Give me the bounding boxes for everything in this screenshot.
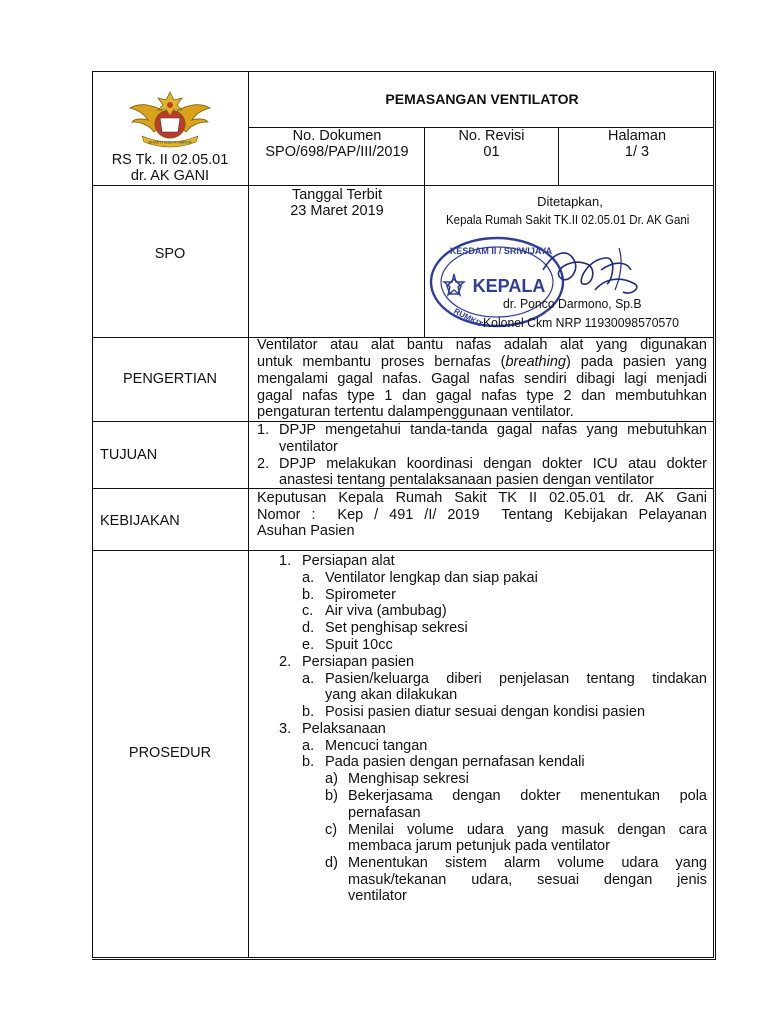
prosedur-item-text: Spirometer: [325, 587, 396, 603]
signer-rank: Kolonel Ckm NRP 11930098570570: [483, 315, 679, 330]
tujuan-label: TUJUAN: [100, 447, 158, 463]
prosedur-item-key: a.: [302, 570, 315, 586]
tujuan-item-text: anastesi tentang pentalaksanaan pasien dengan ventilator: [279, 472, 654, 488]
prosedur-subitem-text: ventilator: [348, 888, 407, 904]
prosedur-item-key: b.: [302, 754, 315, 770]
svg-text:KESDAM II / SRIWIJAYA: KESDAM II / SRIWIJAYA: [449, 246, 553, 256]
hospital-name-line2: dr. AK GANI: [130, 168, 210, 184]
prosedur-subitem-key: b): [325, 788, 338, 804]
pengertian-line: Ventilator atau alat bantu nafas adalah alat yang digunakan: [257, 337, 707, 353]
pengertian-text: untuk membantu proses bernafas (: [257, 354, 506, 370]
no-dokumen-label: No. Dokumen: [292, 128, 382, 144]
prosedur-subitem-text: Bekerjasama dengan dokter menentukan pola: [348, 788, 707, 804]
prosedur-subitem-key: c): [325, 822, 338, 838]
halaman-value: 1/ 3: [624, 144, 650, 160]
pengertian-text: ) pada pasien yang: [565, 354, 708, 370]
header-bottom-rule: [92, 185, 714, 186]
halaman-label: Halaman: [607, 128, 667, 144]
prosedur-item-key: b.: [302, 587, 315, 603]
tanggal-terbit-label: Tanggal Terbit: [291, 187, 383, 203]
ditetapkan-text: Ditetapkan,: [537, 194, 603, 209]
prosedur-item-key: e.: [302, 637, 315, 653]
prosedur-subitem-text: Menghisap sekresi: [348, 771, 469, 787]
prosedur-item-key: a.: [302, 738, 315, 754]
prosedur-item-text: Spuit 10cc: [325, 637, 393, 653]
page-title: PEMASANGAN VENTILATOR: [385, 91, 579, 107]
signer-name: dr. Ponco Darmono, Sp.B: [503, 296, 642, 311]
pengertian-line: gagal nafas type 1 dan gagal nafas type 2 dan membutuhkan: [257, 388, 707, 404]
tujuan-item-number: 2.: [257, 456, 270, 472]
left-column-divider: [248, 71, 249, 958]
no-revisi-value: 01: [483, 144, 500, 160]
tujuan-item-number: 1.: [257, 422, 270, 438]
no-dokumen-value: SPO/698/PAP/III/2019: [265, 144, 409, 160]
prosedur-subitem-text: pernafasan: [348, 805, 421, 821]
halaman-divider: [558, 127, 559, 185]
prosedur-step-title: Persiapan alat: [302, 553, 395, 569]
prosedur-item-key: b.: [302, 704, 315, 720]
tujuan-item-text: DPJP mengetahui tanda-tanda gagal nafas yang mebutuhkan: [279, 422, 707, 438]
prosedur-subitem-text: masuk/tekanan udara, sesuai dengan jenis: [348, 872, 707, 888]
prosedur-item-text: Pada pasien dengan pernafasan kendali: [325, 754, 585, 770]
prosedur-subitem-text: Menilai volume udara yang masuk dengan cara: [348, 822, 707, 838]
spo-divider: [424, 185, 425, 337]
prosedur-step-title: Pelaksanaan: [302, 721, 386, 737]
prosedur-item-text: Pasien/keluarga diberi penjelasan tentang tindakan: [325, 671, 707, 687]
prosedur-subitem-key: a): [325, 771, 338, 787]
kebijakan-bottom-rule: [92, 550, 714, 551]
prosedur-step-number: 2.: [279, 654, 292, 670]
hospital-logo: [128, 86, 212, 148]
kebijakan-label: KEBIJAKAN: [100, 513, 180, 529]
tujuan-item-text: DPJP melakukan koordinasi dengan dokter ICU atau dokter: [279, 456, 707, 472]
no-revisi-label: No. Revisi: [458, 128, 525, 144]
prosedur-step-title: Persiapan pasien: [302, 654, 415, 670]
pengertian-line: mengalami gagal nafas. Gagal nafas sendiri dibagi lagi menjadi: [257, 371, 707, 387]
spo-label: SPO: [154, 246, 186, 262]
pengertian-line: pengaturan tertentu dalampenggunaan ventilator.: [257, 404, 574, 420]
pengertian-line: [257, 354, 707, 371]
prosedur-item-text: Air viva (ambubag): [325, 603, 447, 619]
svg-text:KEPALA: KEPALA: [472, 276, 546, 296]
prosedur-item-text: Mencuci tangan: [325, 738, 428, 754]
tujuan-item-text: ventilator: [279, 439, 338, 455]
kepala-rs-text: Kepala Rumah Sakit TK.II 02.05.01 Dr. AK Gani: [446, 213, 690, 227]
pengertian-label: PENGERTIAN: [122, 371, 217, 387]
tanggal-terbit-value: 23 Maret 2019: [290, 203, 384, 219]
prosedur-step-number: 1.: [279, 553, 292, 569]
pengertian-italic-term: breathing: [505, 354, 566, 370]
kebijakan-line: Nomor : Kep / 491 /I/ 2019 Tentang Kebijakan Pelayanan: [257, 507, 707, 523]
prosedur-item-text: Ventilator lengkap dan siap pakai: [325, 570, 538, 586]
prosedur-item-key: a.: [302, 671, 315, 687]
prosedur-item-key: d.: [302, 620, 315, 636]
kebijakan-line: Keputusan Kepala Rumah Sakit TK II 02.05.01 dr. AK Gani: [257, 490, 707, 506]
prosedur-label: PROSEDUR: [128, 745, 212, 761]
kebijakan-line: Asuhan Pasien: [257, 523, 355, 539]
prosedur-subitem-text: membaca jarum petunjuk pada ventilator: [348, 838, 610, 854]
svg-text:BHAKTI WIDYA HARSA: BHAKTI WIDYA HARSA: [148, 139, 192, 145]
prosedur-item-text: yang akan dilakukan: [325, 687, 458, 703]
prosedur-subitem-key: d): [325, 855, 338, 871]
prosedur-item-key: c.: [302, 603, 314, 619]
hospital-name-line1: RS Tk. II 02.05.01: [111, 152, 229, 168]
prosedur-item-text: Set penghisap sekresi: [325, 620, 468, 636]
prosedur-step-number: 3.: [279, 721, 292, 737]
prosedur-item-text: Posisi pasien diatur sesuai dengan kondisi pasien: [325, 704, 646, 720]
svg-text:RUMKIT: RUMKIT: [452, 306, 485, 330]
prosedur-subitem-text: Menentukan sistem alarm volume udara yang: [348, 855, 707, 871]
